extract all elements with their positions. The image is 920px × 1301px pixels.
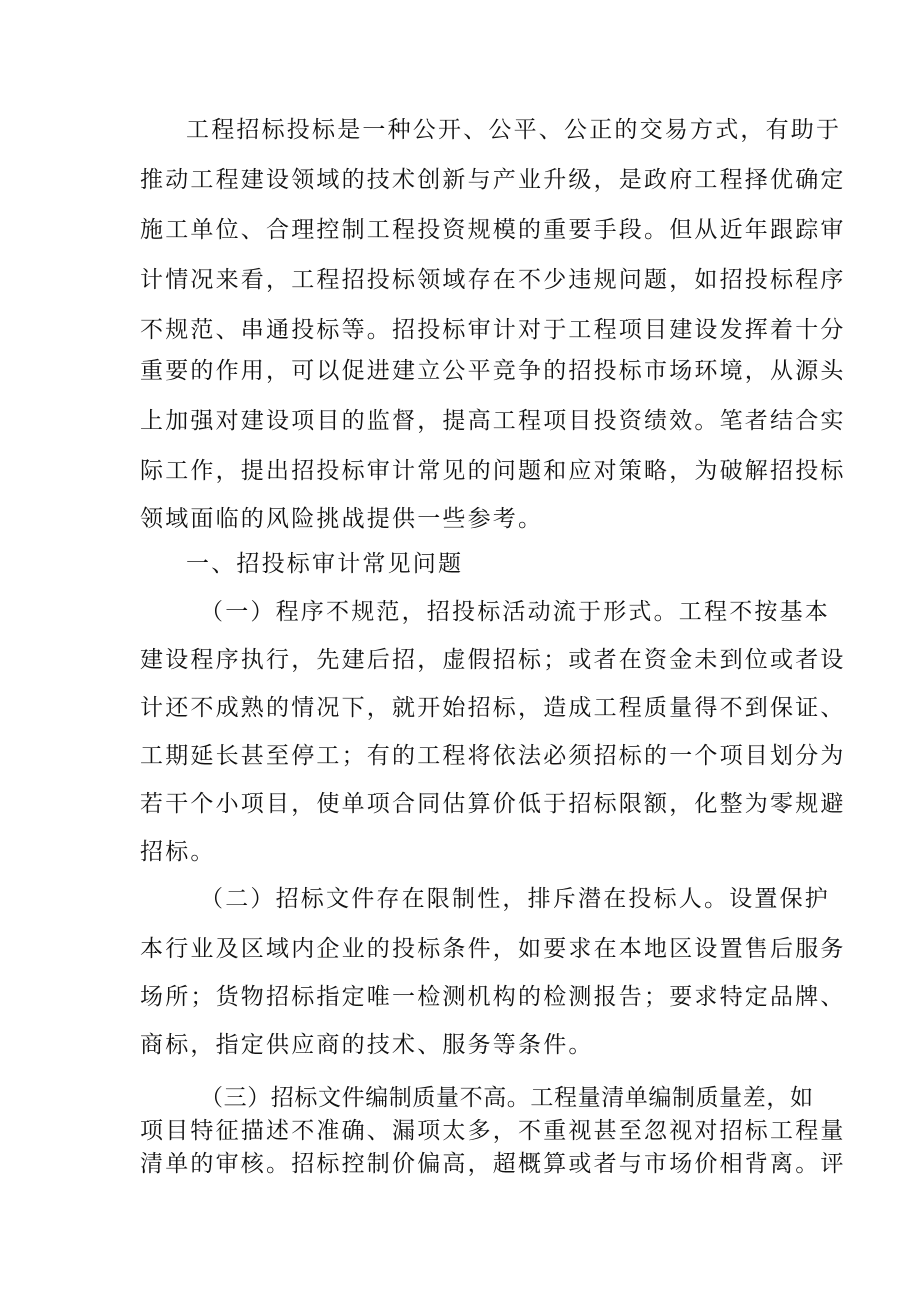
item-2-line-3: 场所；货物招标指定唯一检测机构的检测报告；要求特定品牌、	[140, 984, 846, 1010]
item-1-line-5: 若干个小项目，使单项合同估算价低于招标限额，化整为零规避	[140, 791, 846, 817]
intro-line-4: 计情况来看，工程招投标领域存在不少违规问题，如招投标程序	[140, 267, 846, 293]
item-3-line-2: 项目特征描述不准确、漏项太多，不重视甚至忽视对招标工程量	[140, 1118, 846, 1144]
intro-line-2: 推动工程建设领域的技术创新与产业升级，是政府工程择优确定	[140, 167, 846, 193]
intro-line-9: 领域面临的风险挑战提供一些参考。	[140, 506, 544, 532]
item-1-line-1: （一）程序不规范，招投标活动流于形式。工程不按基本	[200, 599, 830, 625]
section-heading: 一、招投标审计常见问题	[186, 551, 464, 577]
item-2-line-4: 商标，指定供应商的技术、服务等条件。	[140, 1032, 594, 1058]
intro-line-5: 不规范、串通投标等。招投标审计对于工程项目建设发挥着十分	[140, 317, 846, 343]
intro-line-7: 上加强对建设项目的监督，提高工程项目投资绩效。笔者结合实	[140, 408, 846, 434]
intro-line-3: 施工单位、合理控制工程投资规模的重要手段。但从近年跟踪审	[140, 217, 846, 243]
intro-line-1: 工程招标投标是一种公开、公平、公正的交易方式，有助于	[186, 117, 842, 143]
intro-line-8: 际工作，提出招投标审计常见的问题和应对策略，为破解招投标	[140, 458, 846, 484]
item-1-line-6: 招标。	[140, 839, 216, 865]
item-1-line-3: 计还不成熟的情况下，就开始招标，造成工程质量得不到保证、	[140, 695, 846, 721]
item-3-line-1: （三）招标文件编制质量不高。工程量清单编制质量差，如	[200, 1085, 814, 1111]
item-3-line-3: 清单的审核。招标控制价偏高，超概算或者与市场价相背离。评	[140, 1151, 846, 1177]
item-2-line-1: （二）招标文件存在限制性，排斥潜在投标人。设置保护	[200, 886, 830, 912]
intro-line-6: 重要的作用，可以促进建立公平竞争的招投标市场环境，从源头	[140, 358, 846, 384]
item-1-line-2: 建设程序执行，先建后招，虚假招标；或者在资金未到位或者设	[140, 647, 846, 673]
item-2-line-2: 本行业及区域内企业的投标条件，如要求在本地区设置售后服务	[140, 936, 846, 962]
item-1-line-4: 工期延长甚至停工；有的工程将依法必须招标的一个项目划分为	[140, 743, 846, 769]
